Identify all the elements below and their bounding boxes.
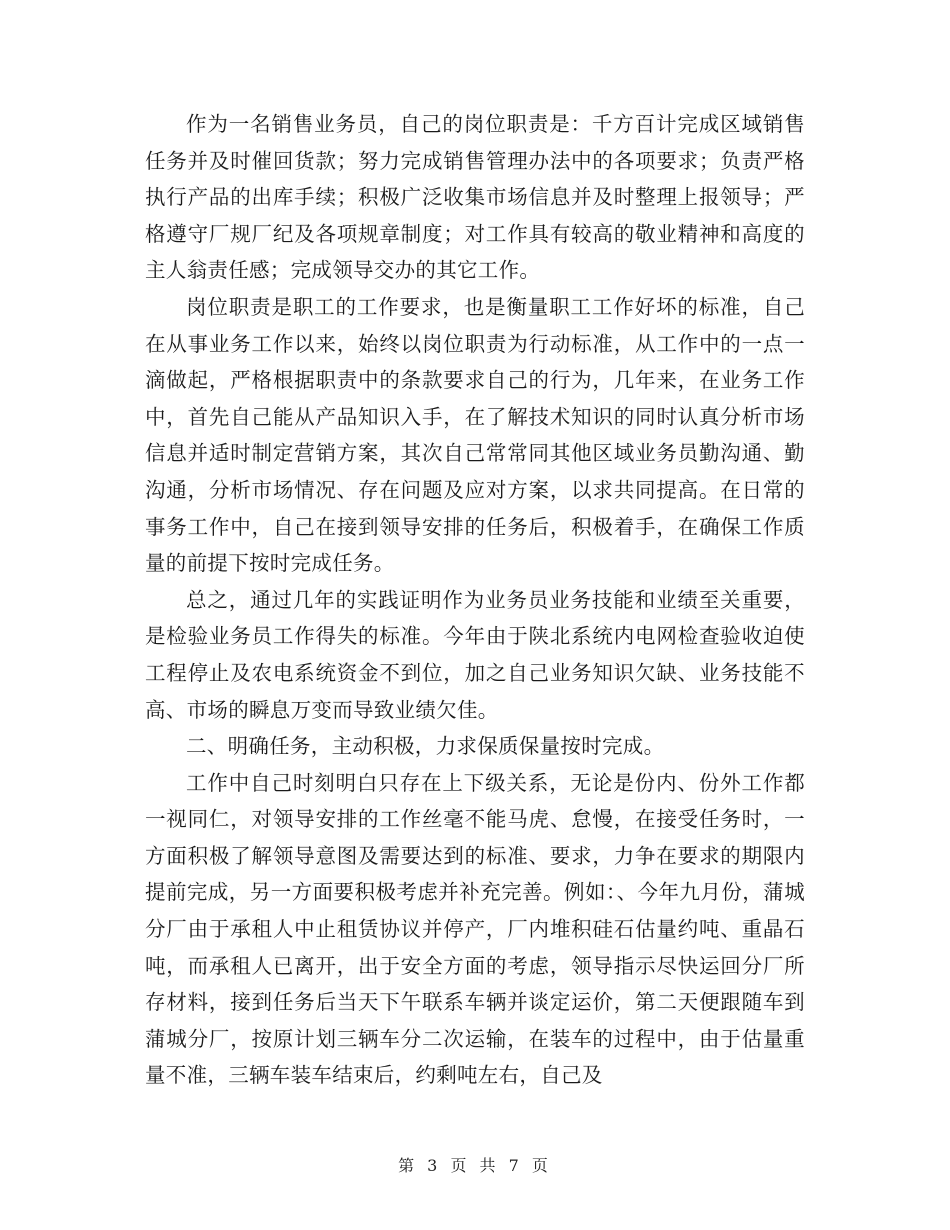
page-number-footer: 第 3 页 共 7 页 [398, 1156, 552, 1175]
section-heading-task: 二、明确任务，主动积极，力求保质保量按时完成。 [186, 734, 665, 759]
paragraph-work-example: 工作中自己时刻明白只存在上下级关系，无论是份内、份外工作都一视同仁，对领导安排的工作丝毫不能马虎、怠慢，在接受任务时，一方面积极了解领导意图及需要达到的标准、要求，力争在要求的期限内提前完成，另一方面要积极考虑并补充完善。例如：、今年九月份，蒲城分厂由于承租人中止租赁协议并停产，厂内堆积硅石估量约吨、重晶石吨，而承租人已离开，出于安全方面的考虑，领导指示尽快运回分厂所存材料，接到任务后当天下午联系车辆并谈定运价，第二天便跟随车到蒲城分厂，按原计划三辆车分二次运输，在装车的过程中，由于估量重量不准，三辆车装车结束后，约剩吨左右，自己及 [145, 770, 805, 1088]
paragraph-job-duties: 作为一名销售业务员，自己的岗位职责是：千方百计完成区域销售任务并及时催回货款；努力完成销售管理办法中的各项要求；负责严格执行产品的出库手续；积极广泛收集市场信息并及时整理上报领导；严格遵守厂规厂纪及各项规章制度；对工作具有较高的敬业精神和高度的主人翁责任感；完成领导交办的其它工作。 [145, 112, 805, 283]
document-body [145, 106, 805, 1094]
paragraph-responsibility-standard: 岗位职责是职工的工作要求，也是衡量职工工作好坏的标准，自己在从事业务工作以来，始终以岗位职责为行动标准，从工作中的一点一滴做起，严格根据职责中的条款要求自己的行为，几年来，在业务工作中，首先自己能从产品知识入手，在了解技术知识的同时认真分析市场信息并适时制定营销方案，其次自己常常同其他区域业务员勤沟通、勤沟通，分析市场情况、存在问题及应对方案，以求共同提高。在日常的事务工作中，自己在接到领导安排的任务后，积极着手，在确保工作质量的前提下按时完成任务。 [145, 294, 805, 576]
paragraph-summary-performance: 总之，通过几年的实践证明作为业务员业务技能和业绩至关重要，是检验业务员工作得失的标准。今年由于陕北系统内电网检查验收迫使工程停止及农电系统资金不到位，加之自己业务知识欠缺、业务技能不高、市场的瞬息万变而导致业绩欠佳。 [145, 587, 805, 722]
